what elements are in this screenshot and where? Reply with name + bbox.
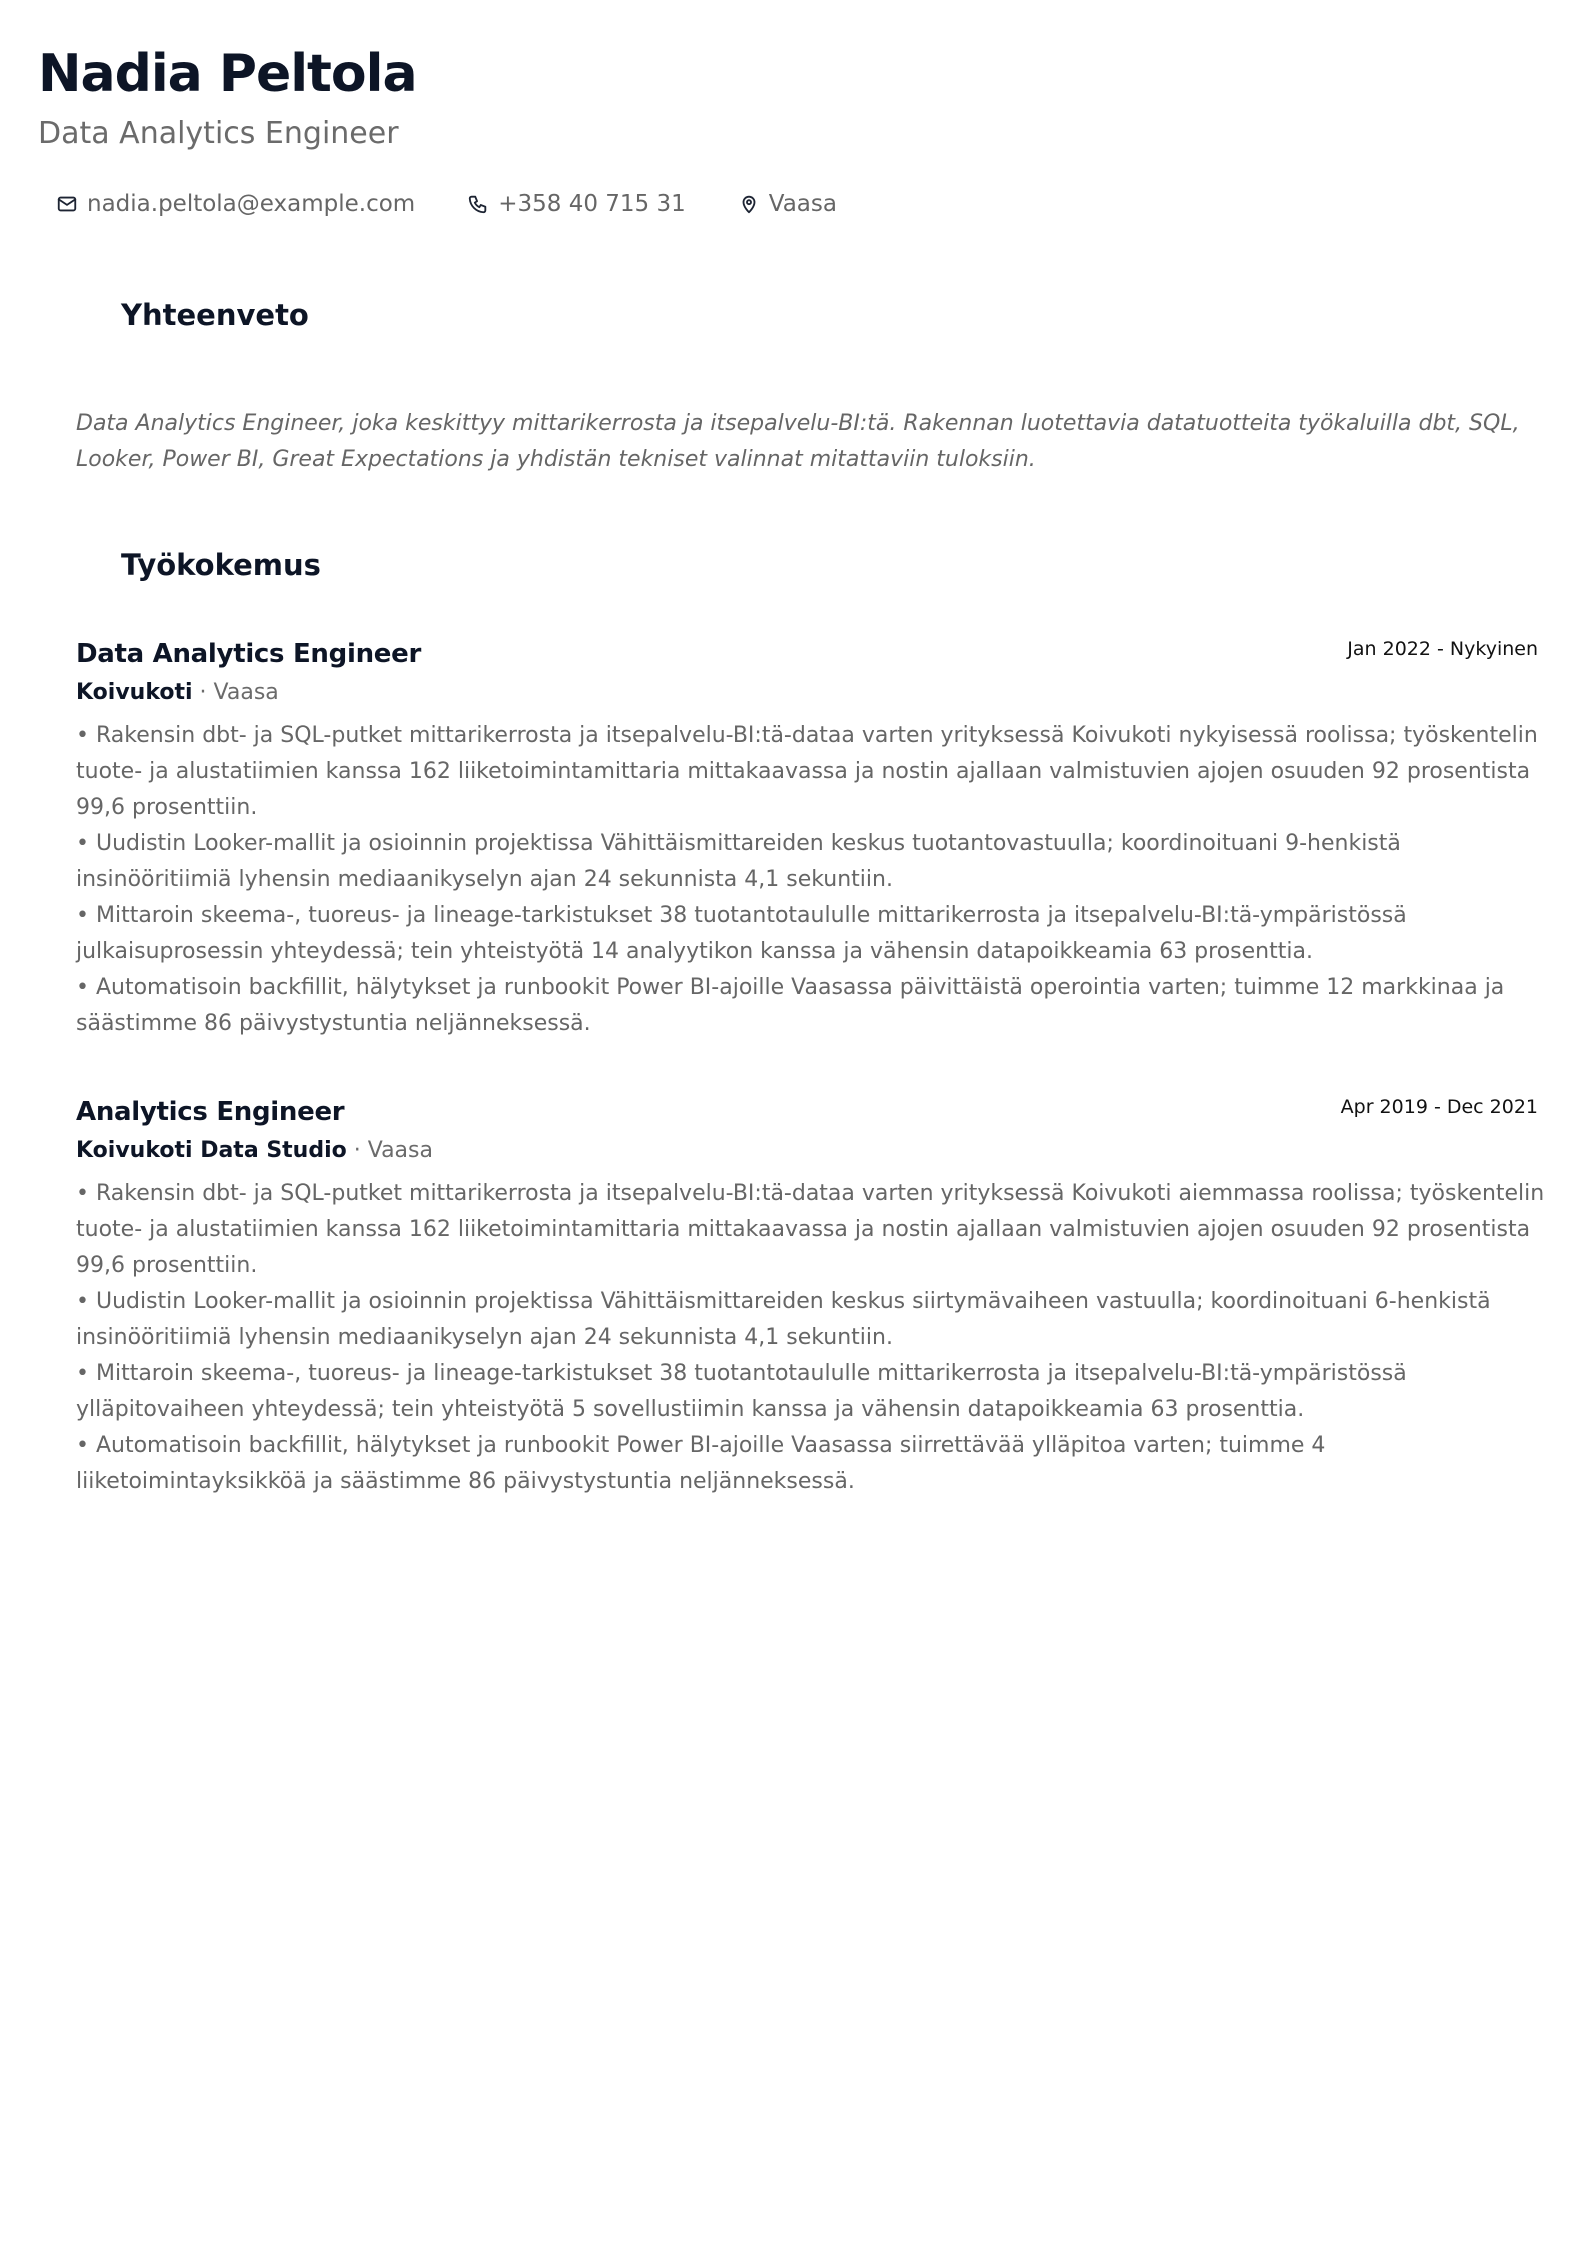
job-company: Koivukoti xyxy=(76,680,193,705)
email-text: nadia.peltola@example.com xyxy=(87,191,416,217)
contact-bar xyxy=(56,191,889,217)
summary-text: Data Analytics Engineer, joka keskittyy mittarikerrosta ja itsepalvelu-BI:tä. Rakennan luotettavia datatuotteita työkaluilla dbt, SQL, Looker, Power BI, Great Expectations ja yhdistän tekniset valinnat mitattaviin tuloksiin. xyxy=(76,411,1520,472)
job-location: · Vaasa xyxy=(199,680,279,705)
candidate-headline: Data Analytics Engineer xyxy=(38,116,399,151)
experience-heading: Työkokemus xyxy=(121,548,321,582)
job-location: · Vaasa xyxy=(353,1138,433,1163)
job-bullet: • Mittaroin skeema-, tuoreus- ja lineage-tarkistukset 38 tuotantotaululle mittarikerrosta ja itsepalvelu-BI:tä-ympäristössä ylläpitovaiheen yhteydessä; tein yhteistyötä 5 sovellustiimin kanssa ja vähensin datapoikkeamia 63 prosenttia. xyxy=(76,1361,1407,1422)
job-bullet: • Uudistin Looker-mallit ja osioinnin projektissa Vähittäismittareiden keskus tuotantovastuulla; koordinoituani 9-henkistä insinööritiimiä lyhensin mediaanikyselyn ajan 24 sekunnista 4,1 sekuntiin. xyxy=(76,831,1401,892)
job-bullet: • Automatisoin backfillit, hälytykset ja runbookit Power BI-ajoille Vaasassa päivittäistä operointia varten; tuimme 12 markkinaa ja säästimme 86 päivystystuntia neljänneksessä. xyxy=(76,975,1505,1036)
job-company: Koivukoti Data Studio xyxy=(76,1138,347,1163)
job-bullets xyxy=(76,718,1548,1042)
job-header xyxy=(76,636,1548,676)
job-entry xyxy=(76,1094,1548,1500)
job-bullets xyxy=(76,1176,1548,1500)
summary-heading: Yhteenveto xyxy=(121,298,309,332)
job-header xyxy=(76,1094,1548,1134)
mail-icon xyxy=(56,193,78,215)
phone-text: +358 40 715 31 xyxy=(498,191,686,217)
contact-phone[interactable] xyxy=(467,191,686,217)
candidate-name: Nadia Peltola xyxy=(38,44,417,104)
contact-email[interactable] xyxy=(56,191,415,217)
job-bullet: • Uudistin Looker-mallit ja osioinnin projektissa Vähittäismittareiden keskus siirtymävaiheen vastuulla; koordinoituani 6-henkistä insinööritiimiä lyhensin mediaanikyselyn ajan 24 sekunnista 4,1 sekuntiin. xyxy=(76,1289,1491,1350)
contact-location xyxy=(738,191,837,217)
job-company-line xyxy=(76,1136,1548,1166)
job-entry xyxy=(76,636,1548,1042)
job-bullet: • Rakensin dbt- ja SQL-putket mittarikerrosta ja itsepalvelu-BI:tä-dataa varten yrityksessä Koivukoti aiemmassa roolissa; työskentelin tuote- ja alustatiimien kanssa 162 liiketoimintamittaria mittakaavassa ja nostin ajallaan valmistuvien ajojen osuuden 92 prosentista 99,6 prosenttiin. xyxy=(76,1181,1545,1278)
job-dates: Jan 2022 - Nykyinen xyxy=(1347,638,1538,660)
job-dates: Apr 2019 - Dec 2021 xyxy=(1340,1096,1538,1118)
job-title: Data Analytics Engineer xyxy=(76,639,421,669)
location-text: Vaasa xyxy=(768,191,837,217)
job-company-line xyxy=(76,678,1548,708)
job-bullet: • Automatisoin backfillit, hälytykset ja runbookit Power BI-ajoille Vaasassa siirrettävää ylläpitoa varten; tuimme 4 liiketoimintayksikköä ja säästimme 86 päivystystuntia neljänneksessä. xyxy=(76,1433,1326,1494)
job-bullet: • Rakensin dbt- ja SQL-putket mittarikerrosta ja itsepalvelu-BI:tä-dataa varten yrityksessä Koivukoti nykyisessä roolissa; työskentelin tuote- ja alustatiimien kanssa 162 liiketoimintamittaria mittakaavassa ja nostin ajallaan valmistuvien ajojen osuuden 92 prosentista 99,6 prosenttiin. xyxy=(76,723,1538,820)
job-title: Analytics Engineer xyxy=(76,1097,345,1127)
phone-icon xyxy=(467,193,489,215)
job-bullet: • Mittaroin skeema-, tuoreus- ja lineage-tarkistukset 38 tuotantotaululle mittarikerrosta ja itsepalvelu-BI:tä-ympäristössä julkaisuprosessin yhteydessä; tein yhteistyötä 14 analyytikon kanssa ja vähensin datapoikkeamia 63 prosenttia. xyxy=(76,903,1407,964)
location-pin-icon xyxy=(738,193,760,215)
